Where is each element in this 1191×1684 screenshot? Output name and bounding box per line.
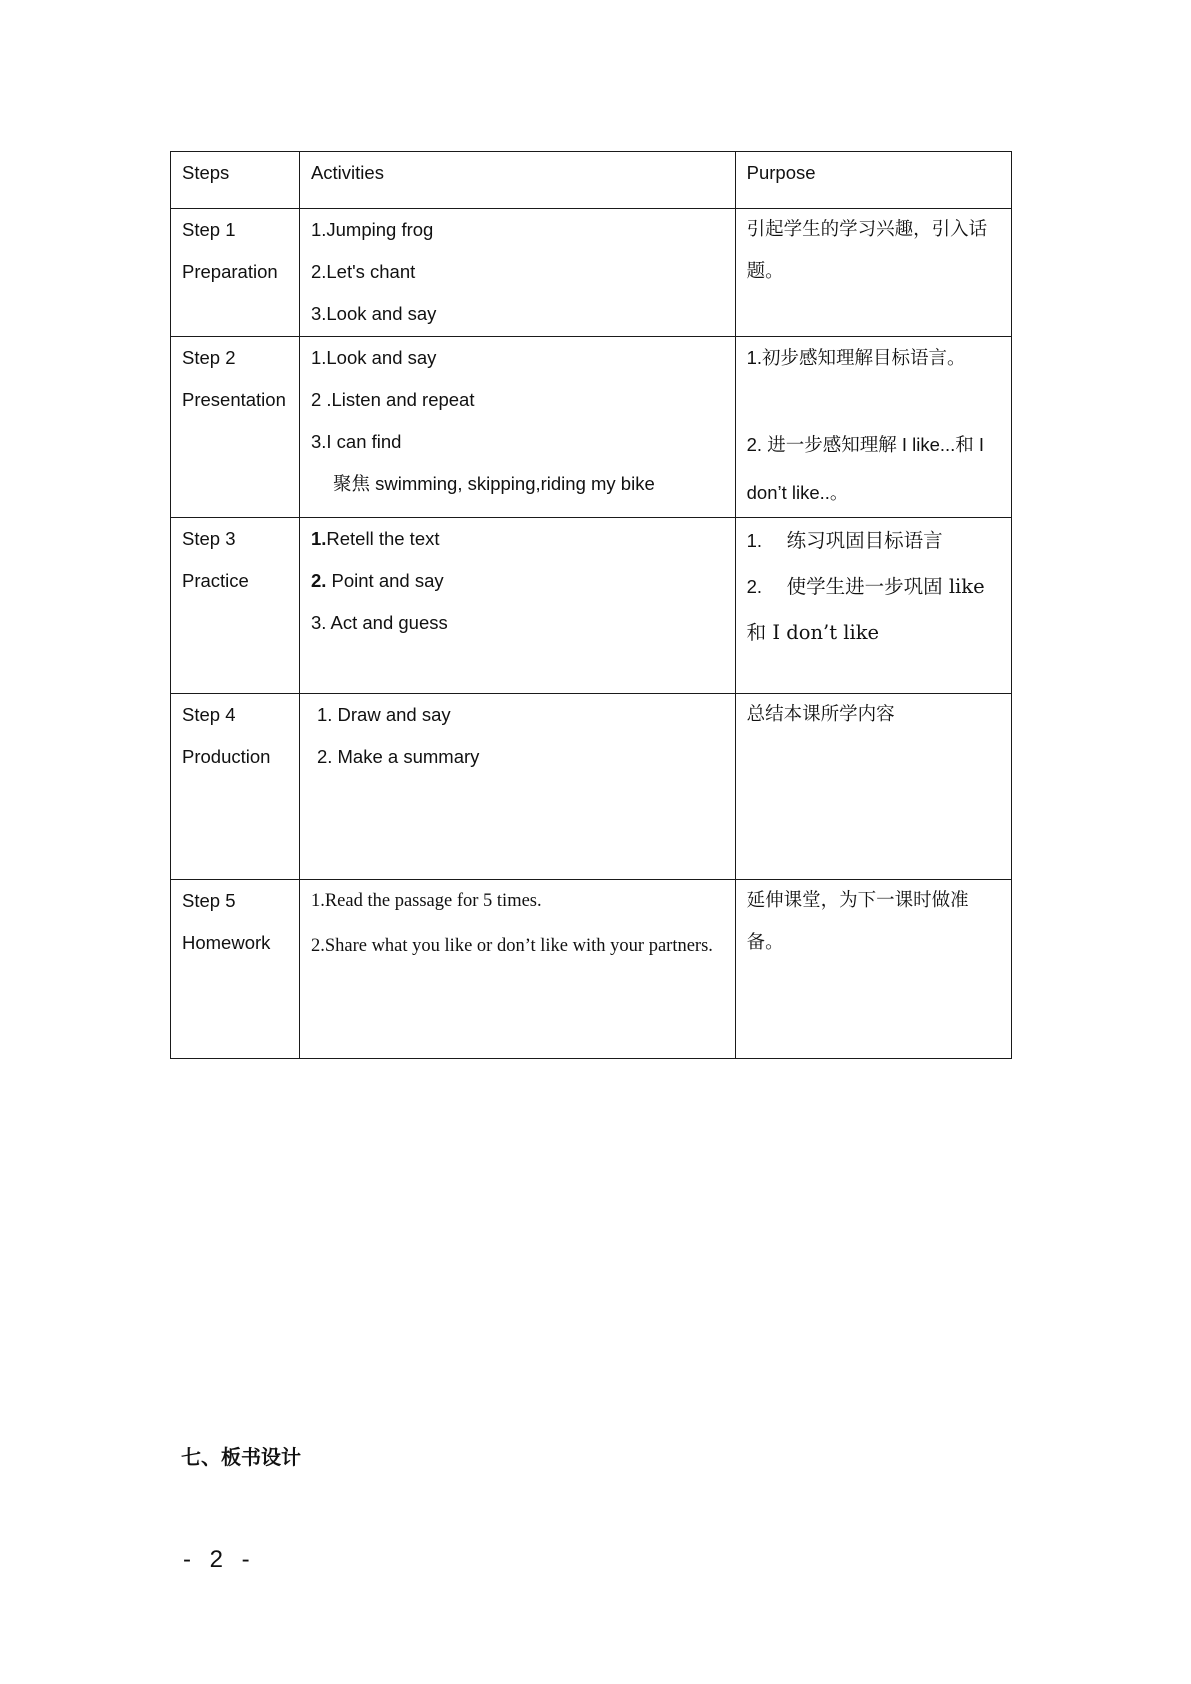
header-purpose: Purpose — [735, 152, 1011, 209]
activity-item: 聚焦 swimming, skipping,riding my bike — [332, 473, 655, 494]
activity-item: 1. Draw and say — [316, 704, 451, 725]
step-number: Step 3 — [182, 528, 236, 549]
table-row — [171, 880, 1012, 1059]
step-stage: Production — [182, 746, 271, 767]
activity-item: 2. Point and say — [310, 570, 444, 591]
purpose-text: 1.初步感知理解目标语言。 — [746, 347, 966, 368]
purpose-item: 1. 练习巩固目标语言 — [746, 529, 943, 552]
lesson-steps-table — [170, 151, 1012, 1059]
activity-item: 1.Look and say — [310, 347, 437, 368]
step-number: Step 2 — [182, 347, 236, 368]
table-row — [171, 209, 1012, 337]
activities-cell — [299, 518, 735, 694]
step-cell — [171, 880, 300, 1059]
purpose-cell — [735, 518, 1011, 694]
page-number: - 2 - — [183, 1546, 256, 1573]
activities-cell — [299, 694, 735, 880]
activity-item: 2. Make a summary — [316, 746, 480, 767]
activities-cell — [299, 337, 735, 518]
step-stage: Preparation — [182, 261, 278, 282]
purpose-item: 2. 使学生进一步巩固 like 和 I don’t like — [746, 575, 985, 644]
step-stage: Homework — [182, 932, 271, 953]
step-number: Step 5 — [182, 890, 236, 911]
activity-item: 1.Read the passage for 5 times. — [310, 891, 542, 911]
section-heading: 七、板书设计 — [181, 1445, 301, 1469]
step-number: Step 4 — [182, 704, 236, 725]
step-cell — [171, 337, 300, 518]
table-row — [171, 518, 1012, 694]
activities-cell — [299, 880, 735, 1059]
purpose-cell — [735, 880, 1011, 1059]
step-cell — [171, 518, 300, 694]
purpose-text: 延伸课堂，为下一课时做准备。 — [746, 890, 969, 953]
activity-item: 2.Share what you like or don’t like with your partners. — [310, 936, 713, 956]
activity-item: 2.Let's chant — [310, 261, 416, 282]
table-header-row — [171, 152, 1012, 209]
purpose-cell — [735, 337, 1011, 518]
purpose-cell — [735, 694, 1011, 880]
step-number: Step 1 — [182, 219, 236, 240]
step-stage: Presentation — [182, 389, 286, 410]
step-stage: Practice — [182, 570, 249, 591]
step-cell — [171, 694, 300, 880]
activity-item: 1.Retell the text — [310, 528, 440, 549]
purpose-text: 引起学生的学习兴趣，引入话题。 — [746, 219, 988, 282]
activity-item: 1.Jumping frog — [310, 219, 434, 240]
header-steps: Steps — [171, 152, 300, 209]
activity-item: 3. Act and guess — [310, 612, 448, 633]
purpose-cell — [735, 209, 1011, 337]
table-row — [171, 694, 1012, 880]
activity-item: 3.Look and say — [310, 303, 437, 324]
purpose-text: 总结本课所学内容 — [746, 704, 895, 725]
activities-cell — [299, 209, 735, 337]
purpose-text: 2. 进一步感知理解 I like...和 I don’t like..。 — [746, 434, 985, 503]
header-activities: Activities — [299, 152, 735, 209]
activity-item: 3.I can find — [310, 431, 402, 452]
table-row — [171, 337, 1012, 518]
activity-item: 2 .Listen and repeat — [310, 389, 475, 410]
step-cell — [171, 209, 300, 337]
